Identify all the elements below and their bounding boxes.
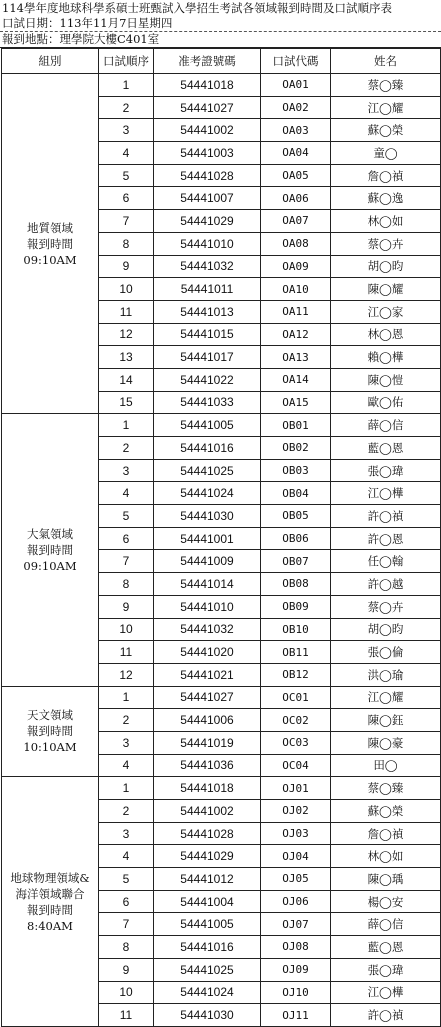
interview-code-cell: OB03: [261, 459, 331, 482]
name-cell: 詹◯禎: [331, 164, 441, 187]
exam-number-cell: 54441016: [154, 437, 261, 460]
interview-code-cell: OA04: [261, 142, 331, 165]
name-cell: 許◯越: [331, 573, 441, 596]
exam-date: 口試日期：113年11月7日星期四: [0, 16, 441, 32]
name-cell: 張◯瑋: [331, 459, 441, 482]
name-cell: 陳◯豪: [331, 731, 441, 754]
name-cell: 許◯恩: [331, 527, 441, 550]
exam-number-cell: 54441024: [154, 981, 261, 1004]
exam-number-cell: 54441036: [154, 754, 261, 777]
exam-number-cell: 54441003: [154, 142, 261, 165]
name-cell: 賴◯樺: [331, 346, 441, 369]
interview-code-cell: OA02: [261, 96, 331, 119]
interview-code-cell: OJ04: [261, 845, 331, 868]
group-label: [2, 686, 99, 777]
exam-number-cell: 54441028: [154, 164, 261, 187]
interview-code-cell: OJ11: [261, 1004, 331, 1027]
order-cell: 10: [99, 618, 154, 641]
order-cell: 8: [99, 573, 154, 596]
exam-number-cell: 54441030: [154, 505, 261, 528]
interview-code-cell: OC04: [261, 754, 331, 777]
order-cell: 1: [99, 74, 154, 97]
interview-code-cell: OA07: [261, 210, 331, 233]
name-cell: 張◯倫: [331, 641, 441, 664]
interview-code-cell: OB10: [261, 618, 331, 641]
column-header-name: 姓名: [331, 49, 441, 74]
order-cell: 1: [99, 686, 154, 709]
interview-code-cell: OB05: [261, 505, 331, 528]
exam-number-cell: 54441012: [154, 868, 261, 891]
exam-number-cell: 54441025: [154, 958, 261, 981]
interview-code-cell: OB02: [261, 437, 331, 460]
exam-number-cell: 54441002: [154, 800, 261, 823]
name-cell: 蔡◯臻: [331, 777, 441, 800]
name-cell: 歐◯佑: [331, 391, 441, 414]
exam-number-cell: 54441019: [154, 731, 261, 754]
exam-number-cell: 54441021: [154, 663, 261, 686]
exam-number-cell: 54441029: [154, 210, 261, 233]
group-label-line: 地質領域: [27, 220, 73, 235]
group-label-line: 09:10AM: [23, 252, 77, 267]
name-cell: 許◯禎: [331, 1004, 441, 1027]
interview-code-cell: OA11: [261, 300, 331, 323]
name-cell: 詹◯禎: [331, 822, 441, 845]
exam-number-cell: 54441028: [154, 822, 261, 845]
interview-code-cell: OJ06: [261, 890, 331, 913]
name-cell: 薛◯信: [331, 414, 441, 437]
name-cell: 蔡◯卉: [331, 232, 441, 255]
interview-code-cell: OB12: [261, 663, 331, 686]
column-header-group: 組別: [2, 49, 99, 74]
name-cell: 蔡◯臻: [331, 74, 441, 97]
interview-code-cell: OA09: [261, 255, 331, 278]
order-cell: 7: [99, 913, 154, 936]
exam-number-cell: 54441018: [154, 777, 261, 800]
group-label-line: 天文領域: [27, 708, 73, 723]
column-header-interview-code: 口試代碼: [261, 49, 331, 74]
interview-code-cell: OJ03: [261, 822, 331, 845]
order-cell: 6: [99, 890, 154, 913]
order-cell: 15: [99, 391, 154, 414]
table-header-row: [2, 49, 441, 74]
name-cell: 江◯家: [331, 300, 441, 323]
exam-number-cell: 54441004: [154, 890, 261, 913]
order-cell: 8: [99, 936, 154, 959]
group-label-line: 報到時間: [27, 724, 73, 739]
interview-code-cell: OJ08: [261, 936, 331, 959]
interview-code-cell: OA14: [261, 368, 331, 391]
exam-number-cell: 54441013: [154, 300, 261, 323]
group-label-line: 09:10AM: [23, 558, 77, 573]
interview-code-cell: OB01: [261, 414, 331, 437]
order-cell: 1: [99, 414, 154, 437]
interview-code-cell: OA01: [261, 74, 331, 97]
exam-number-cell: 54441027: [154, 686, 261, 709]
order-cell: 2: [99, 437, 154, 460]
name-cell: 蔡◯卉: [331, 595, 441, 618]
order-cell: 4: [99, 845, 154, 868]
exam-number-cell: 54441010: [154, 232, 261, 255]
order-cell: 10: [99, 278, 154, 301]
order-cell: 2: [99, 800, 154, 823]
interview-code-cell: OA15: [261, 391, 331, 414]
order-cell: 13: [99, 346, 154, 369]
exam-number-cell: 54441022: [154, 368, 261, 391]
group-label-line: 報到時間: [27, 236, 73, 251]
interview-code-cell: OB11: [261, 641, 331, 664]
name-cell: 田◯: [331, 754, 441, 777]
table-row: [2, 74, 441, 97]
name-cell: 蘇◯榮: [331, 119, 441, 142]
order-cell: 4: [99, 754, 154, 777]
order-cell: 11: [99, 1004, 154, 1027]
name-cell: 胡◯昀: [331, 618, 441, 641]
interview-code-cell: OJ09: [261, 958, 331, 981]
order-cell: 4: [99, 142, 154, 165]
interview-code-cell: OA03: [261, 119, 331, 142]
name-cell: 江◯耀: [331, 686, 441, 709]
exam-number-cell: 54441027: [154, 96, 261, 119]
order-cell: 14: [99, 368, 154, 391]
group-label-line: 報到時間: [27, 542, 73, 557]
group-label: [2, 414, 99, 686]
name-cell: 藍◯恩: [331, 936, 441, 959]
order-cell: 5: [99, 164, 154, 187]
order-cell: 7: [99, 550, 154, 573]
order-cell: 3: [99, 822, 154, 845]
table-body: [2, 74, 441, 1027]
order-cell: 4: [99, 482, 154, 505]
exam-number-cell: 54441010: [154, 595, 261, 618]
name-cell: 陳◯耀: [331, 278, 441, 301]
interview-code-cell: OB09: [261, 595, 331, 618]
order-cell: 9: [99, 595, 154, 618]
name-cell: 江◯樺: [331, 981, 441, 1004]
name-cell: 林◯如: [331, 845, 441, 868]
order-cell: 11: [99, 300, 154, 323]
exam-number-cell: 54441032: [154, 618, 261, 641]
interview-code-cell: OB06: [261, 527, 331, 550]
order-cell: 8: [99, 232, 154, 255]
interview-code-cell: OA12: [261, 323, 331, 346]
name-cell: 許◯禎: [331, 505, 441, 528]
name-cell: 蘇◯逸: [331, 187, 441, 210]
group-label-line: 8:40AM: [27, 918, 73, 933]
exam-number-cell: 54441006: [154, 709, 261, 732]
interview-code-cell: OA13: [261, 346, 331, 369]
exam-number-cell: 54441007: [154, 187, 261, 210]
name-cell: 江◯樺: [331, 482, 441, 505]
exam-number-cell: 54441005: [154, 414, 261, 437]
order-cell: 2: [99, 709, 154, 732]
name-cell: 薛◯信: [331, 913, 441, 936]
interview-code-cell: OJ02: [261, 800, 331, 823]
column-header-exam-number: 准考證號碼: [154, 49, 261, 74]
table-row: [2, 686, 441, 709]
name-cell: 林◯恩: [331, 323, 441, 346]
interview-code-cell: OJ01: [261, 777, 331, 800]
name-cell: 藍◯恩: [331, 437, 441, 460]
name-cell: 蘇◯榮: [331, 800, 441, 823]
group-label-line: 大氣領域: [27, 526, 73, 541]
order-cell: 9: [99, 255, 154, 278]
table-row: [2, 777, 441, 800]
order-cell: 11: [99, 641, 154, 664]
exam-number-cell: 54441005: [154, 913, 261, 936]
order-cell: 12: [99, 663, 154, 686]
name-cell: 林◯如: [331, 210, 441, 233]
name-cell: 張◯瑋: [331, 958, 441, 981]
name-cell: 胡◯昀: [331, 255, 441, 278]
order-cell: 5: [99, 868, 154, 891]
interview-code-cell: OC01: [261, 686, 331, 709]
interview-code-cell: OA08: [261, 232, 331, 255]
order-cell: 2: [99, 96, 154, 119]
schedule-table: [1, 48, 441, 1027]
order-cell: 3: [99, 731, 154, 754]
exam-number-cell: 54441002: [154, 119, 261, 142]
interview-code-cell: OB04: [261, 482, 331, 505]
group-label: [2, 74, 99, 414]
order-cell: 3: [99, 459, 154, 482]
exam-number-cell: 54441025: [154, 459, 261, 482]
interview-code-cell: OA05: [261, 164, 331, 187]
interview-code-cell: OJ07: [261, 913, 331, 936]
interview-code-cell: OB08: [261, 573, 331, 596]
group-label-line: 地球物理領域&: [10, 870, 90, 885]
interview-code-cell: OJ10: [261, 981, 331, 1004]
group-label-line: 報到時間: [27, 902, 73, 917]
exam-number-cell: 54441029: [154, 845, 261, 868]
group-label: [2, 777, 99, 1027]
order-cell: 9: [99, 958, 154, 981]
exam-number-cell: 54441032: [154, 255, 261, 278]
name-cell: 洪◯瑜: [331, 663, 441, 686]
order-cell: 5: [99, 505, 154, 528]
interview-code-cell: OJ05: [261, 868, 331, 891]
group-label-line: 海洋領域聯合: [15, 886, 85, 901]
report-location: 報到地點：理學院大樓C401室: [0, 32, 441, 48]
exam-number-cell: 54441018: [154, 74, 261, 97]
group-label-line: 10:10AM: [23, 740, 77, 755]
column-header-order: 口試順序: [99, 49, 154, 74]
interview-code-cell: OC02: [261, 709, 331, 732]
order-cell: 12: [99, 323, 154, 346]
exam-number-cell: 54441017: [154, 346, 261, 369]
exam-number-cell: 54441030: [154, 1004, 261, 1027]
interview-code-cell: OA10: [261, 278, 331, 301]
name-cell: 江◯耀: [331, 96, 441, 119]
order-cell: 6: [99, 187, 154, 210]
order-cell: 3: [99, 119, 154, 142]
exam-number-cell: 54441033: [154, 391, 261, 414]
exam-number-cell: 54441024: [154, 482, 261, 505]
name-cell: 陳◯愷: [331, 368, 441, 391]
exam-number-cell: 54441011: [154, 278, 261, 301]
order-cell: 10: [99, 981, 154, 1004]
exam-number-cell: 54441009: [154, 550, 261, 573]
name-cell: 童◯: [331, 142, 441, 165]
name-cell: 任◯翰: [331, 550, 441, 573]
exam-number-cell: 54441014: [154, 573, 261, 596]
name-cell: 陳◯鈺: [331, 709, 441, 732]
interview-code-cell: OB07: [261, 550, 331, 573]
exam-number-cell: 54441016: [154, 936, 261, 959]
exam-number-cell: 54441001: [154, 527, 261, 550]
order-cell: 6: [99, 527, 154, 550]
document-title: 114學年度地球科學系碩士班甄試入學招生考試各領域報到時間及口試順序表: [2, 1, 392, 15]
order-cell: 7: [99, 210, 154, 233]
interview-code-cell: OA06: [261, 187, 331, 210]
interview-code-cell: OC03: [261, 731, 331, 754]
table-row: [2, 414, 441, 437]
exam-number-cell: 54441015: [154, 323, 261, 346]
name-cell: 陳◯瑀: [331, 868, 441, 891]
name-cell: 楊◯安: [331, 890, 441, 913]
order-cell: 1: [99, 777, 154, 800]
exam-number-cell: 54441020: [154, 641, 261, 664]
